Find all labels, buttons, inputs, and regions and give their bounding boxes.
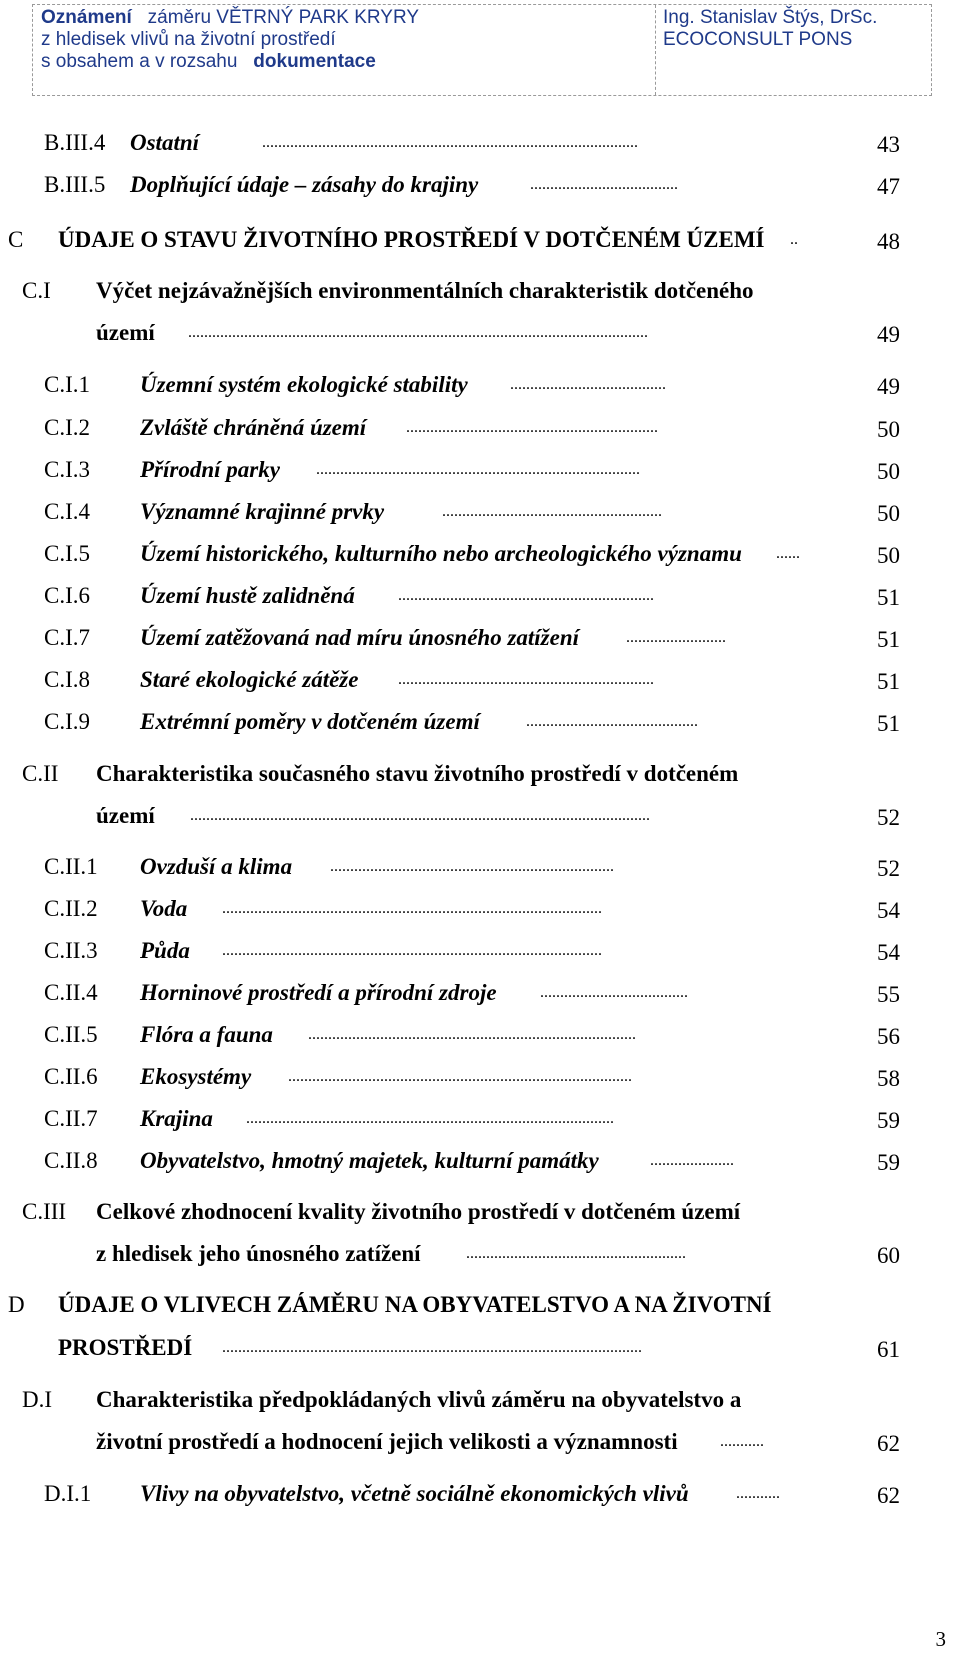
- toc-entry-leader: ................................................................: [398, 587, 654, 604]
- toc-entry[interactable]: [0, 665, 900, 695]
- toc-entry-page: 51: [877, 627, 900, 652]
- toc-entry-number: C.I.9: [44, 709, 90, 734]
- toc-entry-number: C: [8, 227, 24, 252]
- toc-entry-title: Ekosystémy: [140, 1064, 252, 1089]
- toc-entry-title: Voda: [140, 896, 188, 921]
- toc-entry-page: 54: [877, 940, 900, 965]
- toc-entry-title: ÚDAJE O STAVU ŽIVOTNÍHO PROSTŘEDÍ V DOTČENÉM ÚZEMÍ: [58, 227, 765, 252]
- toc-entry-title: Území hustě zalidněná: [140, 583, 355, 608]
- toc-entry[interactable]: [0, 581, 900, 611]
- toc-entry-title: Vlivy na obyvatelstvo, včetně sociálně ekonomických vlivů: [140, 1481, 689, 1506]
- toc-entry[interactable]: [0, 370, 900, 400]
- header-divider: [655, 5, 656, 95]
- header-company: ECOCONSULT PONS: [663, 29, 853, 50]
- toc-entry-number: C.I.1: [44, 372, 90, 397]
- toc-entry[interactable]: [0, 707, 900, 737]
- toc-entry-title: Zvláště chráněná území: [140, 415, 367, 440]
- document-header: [32, 4, 932, 96]
- toc-entry-page: 47: [877, 174, 900, 199]
- toc-entry-title: Charakteristika současného stavu životního prostředí v dotčeném: [96, 761, 739, 786]
- toc-entry-leader: .....................: [650, 1152, 734, 1169]
- toc-entry-leader: .......................................................................: [330, 858, 614, 875]
- toc-entry[interactable]: [0, 497, 900, 527]
- toc-entry-number: C.I.3: [44, 457, 90, 482]
- toc-entry-title: Celkové zhodnocení kvality životního prostředí v dotčeném území: [96, 1199, 741, 1224]
- toc-entry-title: Horninové prostředí a přírodní zdroje: [140, 980, 497, 1005]
- toc-entry[interactable]: [0, 936, 900, 966]
- toc-entry-leader: .........................................................................................................: [222, 1339, 642, 1356]
- header-project: záměru VĚTRNÝ PARK KRYRY: [147, 7, 420, 28]
- toc-entry-title: Přírodní parky: [140, 457, 280, 482]
- toc-entry-leader: .....................................: [540, 984, 688, 1001]
- toc-entry-page: 62: [877, 1483, 900, 1508]
- toc-entry-number: C.II.8: [44, 1148, 98, 1173]
- toc-entry-page: 50: [877, 501, 900, 526]
- toc-entry[interactable]: [0, 759, 900, 789]
- toc-entry-page: 59: [877, 1150, 900, 1175]
- toc-entry-page: 51: [877, 585, 900, 610]
- toc-entry-leader: ......................................................................................: [288, 1068, 632, 1085]
- toc-entry-number: D.I.1: [44, 1481, 92, 1506]
- toc-entry-title: území: [96, 320, 155, 345]
- toc-entry[interactable]: [0, 413, 900, 443]
- toc-entry-title: Extrémní poměry v dotčeném území: [140, 709, 480, 734]
- toc-entry-number: C.II.5: [44, 1022, 98, 1047]
- toc-entry-title: území: [96, 803, 155, 828]
- toc-entry-leader: ...................................................................................................................: [188, 324, 648, 341]
- toc-entry[interactable]: [0, 1146, 900, 1176]
- toc-entry-title: životní prostředí a hodnocení jejich velikosti a významnosti: [96, 1429, 678, 1454]
- toc-entry-leader: ...........: [736, 1485, 780, 1502]
- toc-entry-title: PROSTŘEDÍ: [58, 1335, 193, 1360]
- toc-entry-page: 49: [877, 322, 900, 347]
- toc-entry-leader: .......................................: [510, 376, 666, 393]
- toc-entry[interactable]: [0, 225, 900, 255]
- toc-entry-leader: ...................................................................................................................: [190, 807, 650, 824]
- toc-entry-leader: .................................................................................: [316, 461, 640, 478]
- toc-entry-number: C.I.5: [44, 541, 90, 566]
- toc-entry-page: 54: [877, 898, 900, 923]
- toc-entry[interactable]: [0, 318, 900, 348]
- toc-entry-page: 51: [877, 711, 900, 736]
- header-line-2: [41, 29, 641, 51]
- toc-entry-number: C.II.4: [44, 980, 98, 1005]
- toc-entry-leader: ..: [790, 231, 798, 248]
- toc-entry-title: Významné krajinné prvky: [140, 499, 385, 524]
- toc-entry-number: D.I: [22, 1387, 53, 1412]
- toc-entry-title: z hledisek jeho únosného zatížení: [96, 1241, 421, 1266]
- toc-entry-title: Území zatěžovaná nad míru únosného zatížení: [140, 625, 580, 650]
- toc-entry-title: Obyvatelstvo, hmotný majetek, kulturní památky: [140, 1148, 599, 1173]
- toc-entry-number: D: [8, 1292, 25, 1317]
- toc-entry-page: 52: [877, 805, 900, 830]
- header-scope-doc: dokumentace: [253, 51, 376, 72]
- toc-entry-number: C.I: [22, 278, 51, 303]
- toc-entry[interactable]: [0, 1290, 900, 1320]
- toc-entry-leader: .....................................: [530, 176, 678, 193]
- header-scope: s obsahem a v rozsahu: [41, 51, 238, 72]
- toc-entry[interactable]: [0, 801, 900, 831]
- toc-entry-number: C.I.4: [44, 499, 90, 524]
- toc-entry-title: Ostatní: [130, 130, 200, 155]
- toc-entry-page: 49: [877, 374, 900, 399]
- toc-entry-page: 60: [877, 1243, 900, 1268]
- toc-entry[interactable]: [0, 1197, 900, 1227]
- toc-entry-title: Půda: [140, 938, 190, 963]
- toc-entry-leader: ................................................................: [398, 671, 654, 688]
- toc-entry-page: 56: [877, 1024, 900, 1049]
- toc-entry-leader: .......................................................: [442, 503, 662, 520]
- header-label: Oznámení: [41, 7, 132, 28]
- toc-entry-number: C.I.2: [44, 415, 90, 440]
- header-left: [41, 7, 641, 73]
- toc-entry-leader: ............................................................................................: [246, 1110, 614, 1127]
- toc-entry[interactable]: [0, 978, 900, 1008]
- toc-entry-page: 50: [877, 459, 900, 484]
- toc-entry-page: 61: [877, 1337, 900, 1362]
- toc-entry-leader: .........................: [626, 629, 726, 646]
- toc-entry-number: C.I.6: [44, 583, 90, 608]
- toc-entry-page: 55: [877, 982, 900, 1007]
- header-line-1: [41, 7, 641, 29]
- toc-entry-page: 58: [877, 1066, 900, 1091]
- toc-entry-page: 59: [877, 1108, 900, 1133]
- toc-entry-page: 51: [877, 669, 900, 694]
- header-subtitle: z hledisek vlivů na životní prostředí: [41, 29, 336, 50]
- toc-entry-number: B.III.5: [44, 172, 106, 197]
- toc-entry[interactable]: [0, 894, 900, 924]
- toc-entry-title: Územní systém ekologické stability: [140, 372, 468, 397]
- toc-entry[interactable]: [0, 1239, 900, 1269]
- toc-entry-number: C.II.3: [44, 938, 98, 963]
- toc-entry-title: Krajina: [140, 1106, 213, 1131]
- toc-entry-number: C.II.7: [44, 1106, 98, 1131]
- toc-entry-page: 43: [877, 132, 900, 157]
- toc-entry-leader: ...............................................................................................: [222, 942, 602, 959]
- toc-entry[interactable]: [0, 539, 900, 569]
- toc-entry-page: 50: [877, 417, 900, 442]
- toc-entry[interactable]: [0, 455, 900, 485]
- toc-entry-leader: ..................................................................................: [308, 1026, 636, 1043]
- toc-entry-title: Území historického, kulturního nebo archeologického významu: [140, 541, 742, 566]
- toc-entry-number: B.III.4: [44, 130, 106, 155]
- toc-entry[interactable]: [0, 1427, 900, 1457]
- toc-entry-title: Flóra a fauna: [140, 1022, 273, 1047]
- toc-entry-page: 50: [877, 543, 900, 568]
- toc-entry[interactable]: [0, 1062, 900, 1092]
- toc-entry[interactable]: [0, 276, 900, 306]
- toc-entry-number: C.II: [22, 761, 59, 786]
- toc-entry-leader: ......: [776, 545, 800, 562]
- toc-entry-title: Staré ekologické zátěže: [140, 667, 359, 692]
- toc-entry-leader: ..............................................................................................: [262, 134, 638, 151]
- toc-entry[interactable]: [0, 1333, 900, 1363]
- toc-entry[interactable]: [0, 852, 900, 882]
- toc-entry-number: C.II.1: [44, 854, 98, 879]
- toc-entry-title: Výčet nejzávažnějších environmentálních charakteristik dotčeného: [96, 278, 754, 303]
- toc-entry-page: 48: [877, 229, 900, 254]
- header-right: [663, 7, 923, 51]
- toc-entry-leader: ...............................................................................................: [222, 900, 602, 917]
- toc-entry[interactable]: [0, 1020, 900, 1050]
- toc-entry-leader: ...............................................................: [406, 419, 658, 436]
- toc-entry-leader: ...........: [720, 1433, 764, 1450]
- toc-entry-number: C.I.7: [44, 625, 90, 650]
- toc-entry[interactable]: [0, 623, 900, 653]
- toc-entry-number: C.III: [22, 1199, 67, 1224]
- toc-entry[interactable]: [0, 1104, 900, 1134]
- header-author: Ing. Stanislav Štýs, DrSc.: [663, 7, 878, 28]
- toc-entry-page: 52: [877, 856, 900, 881]
- toc-entry-title: Doplňující údaje – zásahy do krajiny: [130, 172, 479, 197]
- toc-entry-page: 62: [877, 1431, 900, 1456]
- toc-entry-title: Charakteristika předpokládaných vlivů záměru na obyvatelstvo a: [96, 1387, 742, 1412]
- toc-entry[interactable]: [0, 1385, 900, 1415]
- toc-entry-leader: ...........................................: [526, 713, 698, 730]
- toc-entry-title: ÚDAJE O VLIVECH ZÁMĚRU NA OBYVATELSTVO A NA ŽIVOTNÍ: [58, 1292, 772, 1317]
- toc-entry[interactable]: [0, 128, 900, 158]
- header-line-3: [41, 51, 641, 73]
- toc-entry-number: C.II.2: [44, 896, 98, 921]
- toc-entry-number: C.II.6: [44, 1064, 98, 1089]
- toc-entry[interactable]: [0, 170, 900, 200]
- toc-entry[interactable]: [0, 1479, 900, 1509]
- page-number: 3: [935, 1627, 946, 1651]
- toc-entry-number: C.I.8: [44, 667, 90, 692]
- toc-entry-leader: .......................................................: [466, 1245, 686, 1262]
- toc-entry-title: Ovzduší a klima: [140, 854, 293, 879]
